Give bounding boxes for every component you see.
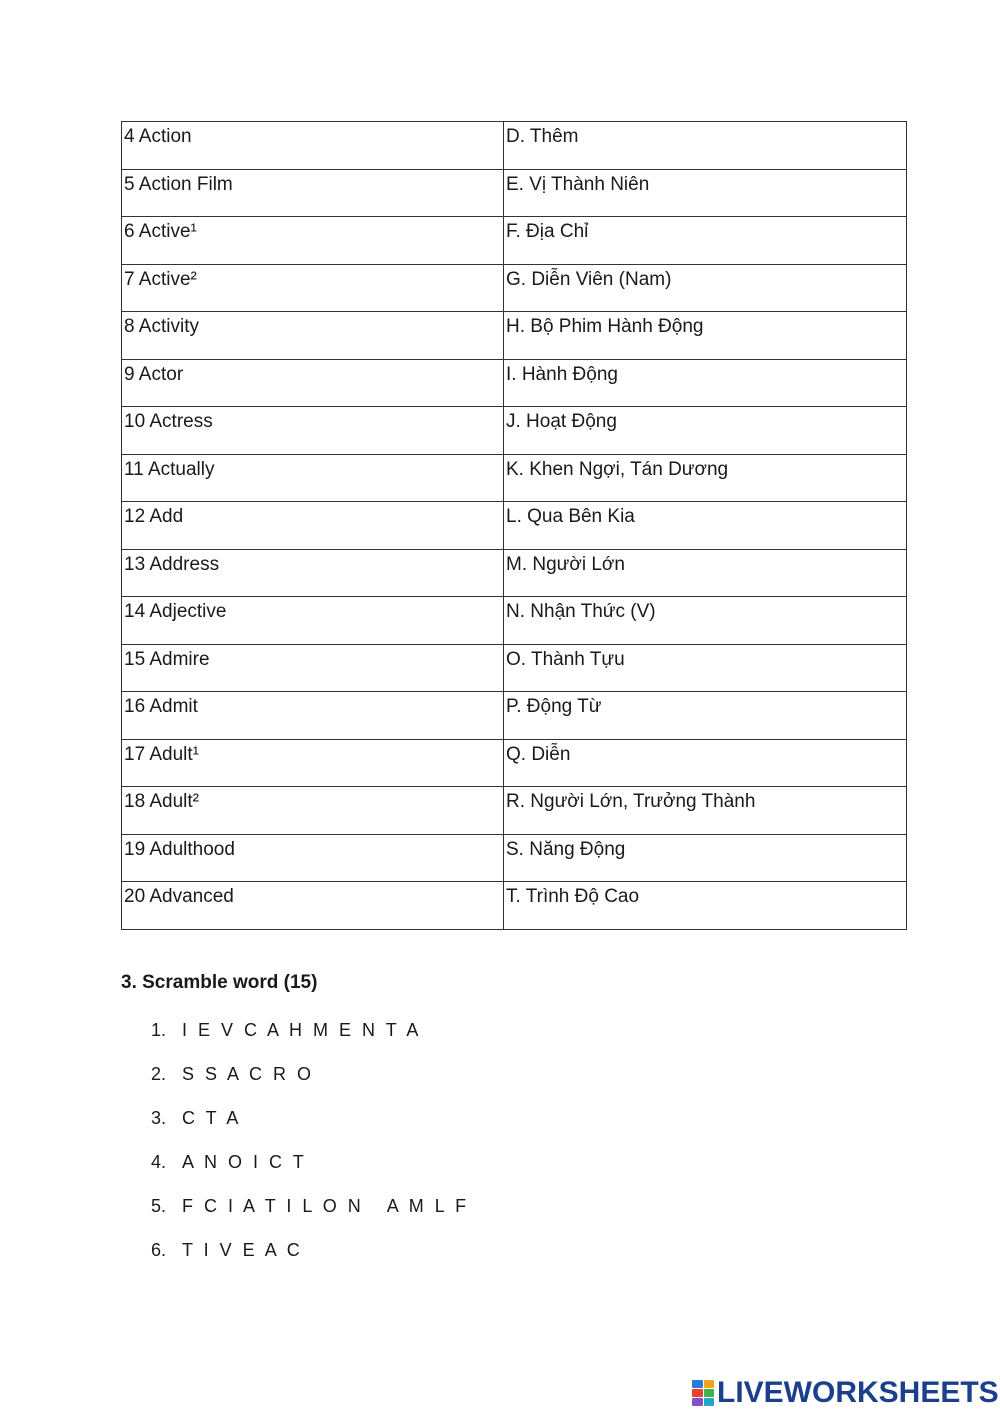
table-row <box>122 597 907 645</box>
table-row <box>122 692 907 740</box>
table-row <box>122 407 907 455</box>
table-row <box>122 169 907 217</box>
table-row <box>122 834 907 882</box>
table-row <box>122 739 907 787</box>
english-word-cell: 9 Actor <box>122 359 504 407</box>
vietnamese-meaning-cell: P. Động Từ <box>504 692 907 740</box>
english-word-cell: 8 Activity <box>122 312 504 360</box>
vietnamese-meaning-cell: O. Thành Tựu <box>504 644 907 692</box>
scrambled-letters: A N O I C T <box>182 1152 307 1172</box>
english-word-cell: 11 Actually <box>122 454 504 502</box>
vietnamese-meaning-cell: E. Vị Thành Niên <box>504 169 907 217</box>
table-row <box>122 359 907 407</box>
table-row <box>122 312 907 360</box>
table-row <box>122 644 907 692</box>
english-word-cell: 16 Admit <box>122 692 504 740</box>
scramble-list <box>151 1016 469 1280</box>
item-number: 3. <box>151 1108 167 1128</box>
vietnamese-meaning-cell: R. Người Lớn, Trưởng Thành <box>504 787 907 835</box>
english-word-cell: 19 Adulthood <box>122 834 504 882</box>
brand-text: LIVEWORKSHEETS <box>717 1376 999 1409</box>
english-word-cell: 6 Active¹ <box>122 217 504 265</box>
list-item <box>151 1148 469 1192</box>
liveworksheets-logo-icon <box>692 1380 714 1406</box>
list-item <box>151 1236 469 1280</box>
vietnamese-meaning-cell: Q. Diễn <box>504 739 907 787</box>
vietnamese-meaning-cell: L. Qua Bên Kia <box>504 502 907 550</box>
list-item <box>151 1104 469 1148</box>
section-title: 3. Scramble word (15) <box>121 972 318 993</box>
vietnamese-meaning-cell: N. Nhận Thức (V) <box>504 597 907 645</box>
liveworksheets-brand <box>692 1376 999 1410</box>
english-word-cell: 17 Adult¹ <box>122 739 504 787</box>
item-number: 2. <box>151 1064 167 1084</box>
scrambled-letters: S S A C R O <box>182 1064 315 1084</box>
item-number: 1. <box>151 1020 167 1040</box>
item-number: 5. <box>151 1196 167 1216</box>
item-number: 6. <box>151 1240 167 1260</box>
scrambled-letters: T I V E A C <box>182 1240 303 1260</box>
list-item <box>151 1016 469 1060</box>
vietnamese-meaning-cell: K. Khen Ngợi, Tán Dương <box>504 454 907 502</box>
list-item <box>151 1192 469 1236</box>
vietnamese-meaning-cell: T. Trình Độ Cao <box>504 882 907 930</box>
english-word-cell: 13 Address <box>122 549 504 597</box>
english-word-cell: 12 Add <box>122 502 504 550</box>
english-word-cell: 5 Action Film <box>122 169 504 217</box>
vietnamese-meaning-cell: D. Thêm <box>504 122 907 170</box>
scrambled-letters: I E V C A H M E N T A <box>182 1020 422 1040</box>
english-word-cell: 14 Adjective <box>122 597 504 645</box>
vietnamese-meaning-cell: I. Hành Động <box>504 359 907 407</box>
table-row <box>122 454 907 502</box>
table-row <box>122 264 907 312</box>
vietnamese-meaning-cell: G. Diễn Viên (Nam) <box>504 264 907 312</box>
item-number: 4. <box>151 1152 167 1172</box>
table-row <box>122 549 907 597</box>
table-row <box>122 502 907 550</box>
table-row <box>122 787 907 835</box>
scrambled-letters: C T A <box>182 1108 242 1128</box>
english-word-cell: 15 Admire <box>122 644 504 692</box>
table-row <box>122 882 907 930</box>
list-item <box>151 1060 469 1104</box>
english-word-cell: 7 Active² <box>122 264 504 312</box>
table-row <box>122 217 907 265</box>
table-row <box>122 122 907 170</box>
vietnamese-meaning-cell: H. Bộ Phim Hành Động <box>504 312 907 360</box>
english-word-cell: 18 Adult² <box>122 787 504 835</box>
vietnamese-meaning-cell: F. Địa Chỉ <box>504 217 907 265</box>
vocabulary-table <box>121 121 907 930</box>
scrambled-letters: F C I A T I L O N A M L F <box>182 1196 470 1216</box>
english-word-cell: 4 Action <box>122 122 504 170</box>
vietnamese-meaning-cell: J. Hoạt Động <box>504 407 907 455</box>
vietnamese-meaning-cell: M. Người Lớn <box>504 549 907 597</box>
vietnamese-meaning-cell: S. Năng Động <box>504 834 907 882</box>
english-word-cell: 10 Actress <box>122 407 504 455</box>
english-word-cell: 20 Advanced <box>122 882 504 930</box>
